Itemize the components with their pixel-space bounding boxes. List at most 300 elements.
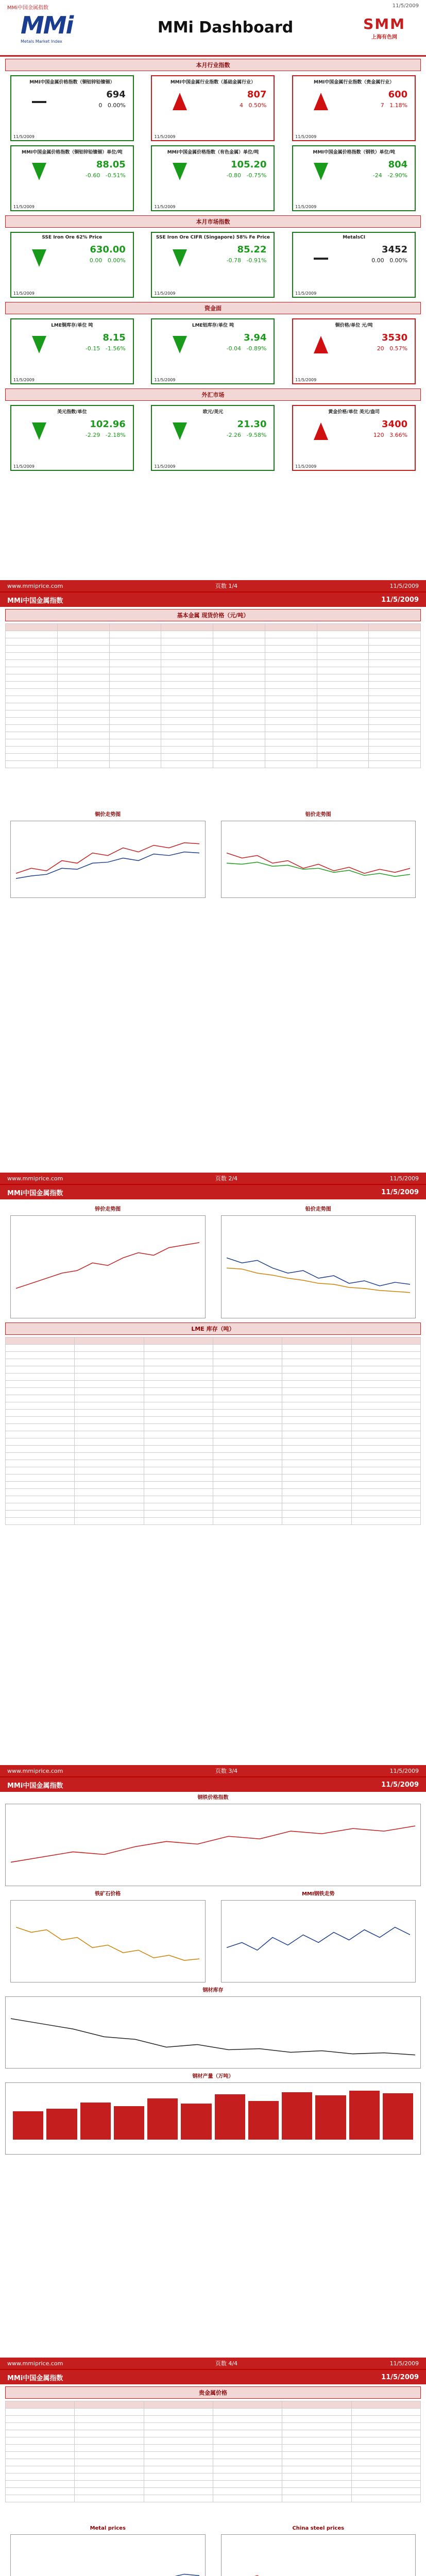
card-title: 黄金价格/单位 美元/盎司 bbox=[328, 410, 380, 415]
table-cell bbox=[282, 1446, 351, 1453]
table-cell bbox=[282, 2409, 351, 2416]
zinc-line bbox=[16, 1227, 199, 1309]
page-2 bbox=[0, 592, 426, 1185]
arrow-down-icon bbox=[173, 249, 187, 267]
table-row bbox=[6, 2409, 421, 2416]
index-card[interactable] bbox=[10, 75, 134, 141]
table-cell bbox=[369, 739, 421, 747]
card-title: 美元指数/单位 bbox=[57, 410, 87, 415]
card-change-abs: -0.60 bbox=[85, 172, 100, 179]
table-cell bbox=[6, 674, 58, 682]
table-cell bbox=[282, 2401, 351, 2409]
table-cell bbox=[213, 2481, 282, 2488]
brand-top: MMi中国金属指数 bbox=[7, 5, 49, 11]
card-date: 11/5/2009 bbox=[295, 464, 317, 469]
card-change-pct: 0.50% bbox=[248, 102, 267, 109]
table-cell bbox=[265, 710, 317, 718]
table-cell bbox=[265, 689, 317, 696]
table-cell bbox=[6, 2473, 75, 2481]
card-change-pct: 0.00% bbox=[107, 257, 126, 264]
card-change bbox=[154, 102, 271, 109]
table-cell bbox=[6, 1359, 75, 1366]
footer-site[interactable]: www.mmiprice.com bbox=[7, 1767, 63, 1774]
table-cell bbox=[161, 696, 213, 703]
table-cell bbox=[6, 1366, 75, 1374]
table-cell bbox=[317, 653, 369, 660]
table-cell bbox=[161, 747, 213, 754]
table-cell bbox=[109, 703, 161, 710]
table-cell bbox=[317, 689, 369, 696]
index-card[interactable] bbox=[10, 232, 134, 298]
table-cell bbox=[213, 1460, 282, 1467]
card-change-pct: -2.90% bbox=[387, 172, 408, 179]
table-cell bbox=[75, 2488, 144, 2495]
table-cell bbox=[317, 747, 369, 754]
card-value: 3530 bbox=[382, 332, 408, 343]
table-row bbox=[6, 696, 421, 703]
arrow-down-icon bbox=[314, 163, 328, 180]
card-change-abs: 20 bbox=[377, 345, 384, 352]
table-cell bbox=[144, 2473, 213, 2481]
table-cell bbox=[57, 624, 109, 631]
table-row bbox=[6, 1337, 421, 1345]
card-change bbox=[154, 172, 271, 179]
table-cell bbox=[351, 1475, 420, 1482]
mmi-steel-chart bbox=[221, 1900, 416, 1982]
metal-prices-lines bbox=[16, 2546, 199, 2576]
table-row bbox=[6, 2423, 421, 2430]
index-card[interactable] bbox=[292, 145, 416, 211]
footer-site[interactable]: www.mmiprice.com bbox=[7, 2360, 63, 2367]
card-value: 804 bbox=[388, 159, 408, 170]
table-cell bbox=[265, 624, 317, 631]
table-cell bbox=[351, 1503, 420, 1511]
card-change-abs: 0.00 bbox=[371, 257, 384, 264]
table-cell bbox=[57, 696, 109, 703]
table-cell bbox=[213, 1475, 282, 1482]
table-cell bbox=[369, 638, 421, 646]
table-row bbox=[6, 1431, 421, 1438]
table-cell bbox=[265, 703, 317, 710]
table-row bbox=[6, 689, 421, 696]
chart-row bbox=[0, 2524, 426, 2576]
table-cell bbox=[57, 732, 109, 739]
table-cell bbox=[317, 638, 369, 646]
table-cell bbox=[144, 1410, 213, 1417]
table-row bbox=[6, 2401, 421, 2409]
header-date: 11/5/2009 bbox=[392, 3, 419, 9]
card-date: 11/5/2009 bbox=[13, 291, 35, 296]
precious-table-area bbox=[0, 2401, 426, 2524]
table-cell bbox=[6, 1345, 75, 1352]
table-cell bbox=[161, 732, 213, 739]
table-cell bbox=[75, 1475, 144, 1482]
table-cell bbox=[213, 1503, 282, 1511]
stock-table bbox=[5, 1337, 421, 1525]
table-cell bbox=[317, 696, 369, 703]
card-change-pct: 0.00% bbox=[107, 102, 126, 109]
page-header-2 bbox=[0, 592, 426, 607]
table-cell bbox=[213, 653, 265, 660]
table-cell bbox=[351, 1482, 420, 1489]
table-cell bbox=[6, 2401, 75, 2409]
table-cell bbox=[213, 682, 265, 689]
arrow-down-icon bbox=[173, 163, 187, 180]
table-cell bbox=[109, 718, 161, 725]
dashboard-title: MMi Dashboard bbox=[157, 19, 294, 37]
production-bar bbox=[215, 2094, 245, 2140]
table-cell bbox=[144, 2409, 213, 2416]
table-row bbox=[6, 1345, 421, 1352]
table-cell bbox=[369, 667, 421, 674]
index-card[interactable] bbox=[292, 405, 416, 471]
table-cell bbox=[75, 1381, 144, 1388]
ore-chart bbox=[10, 1900, 206, 1982]
table-cell bbox=[213, 624, 265, 631]
card-date: 11/5/2009 bbox=[295, 205, 317, 209]
card-title: MMI中国金属价格指数（铜铝锌铅镍锡）单位/吨 bbox=[22, 150, 123, 155]
index-card[interactable] bbox=[292, 232, 416, 298]
table-cell bbox=[6, 1460, 75, 1467]
index-card[interactable] bbox=[292, 318, 416, 384]
page-header-4 bbox=[0, 1777, 426, 1792]
table-cell bbox=[351, 2445, 420, 2452]
card-change-pct: 0.00% bbox=[389, 257, 408, 264]
card-change-abs: 7 bbox=[380, 102, 384, 109]
table-cell bbox=[75, 1489, 144, 1496]
production-bar bbox=[181, 2104, 211, 2140]
table-cell bbox=[57, 667, 109, 674]
table-cell bbox=[351, 1366, 420, 1374]
table-cell bbox=[109, 732, 161, 739]
table-cell bbox=[75, 2423, 144, 2430]
card-title: MMI中国金属价格指数（有色金属）单位/吨 bbox=[167, 150, 259, 155]
table-row bbox=[6, 1402, 421, 1410]
table-cell bbox=[6, 1496, 75, 1503]
index-card[interactable] bbox=[10, 405, 134, 471]
table-cell bbox=[144, 1352, 213, 1359]
page-footer-3 bbox=[0, 1765, 426, 1776]
arrow-down-icon bbox=[32, 336, 46, 353]
table-cell bbox=[213, 754, 265, 761]
card-title: 铜价格/单位 元/吨 bbox=[335, 323, 373, 328]
table-row bbox=[6, 2495, 421, 2502]
index-card[interactable] bbox=[151, 318, 275, 384]
table-cell bbox=[213, 1395, 282, 1402]
table-cell bbox=[213, 2416, 282, 2423]
card-title: MetalsCI bbox=[343, 235, 366, 240]
table-cell bbox=[351, 1337, 420, 1345]
table-cell bbox=[213, 2466, 282, 2473]
table-cell bbox=[144, 2423, 213, 2430]
table-cell bbox=[317, 732, 369, 739]
table-cell bbox=[317, 739, 369, 747]
table-cell bbox=[351, 1424, 420, 1431]
index-card[interactable] bbox=[151, 232, 275, 298]
china-steel-chart bbox=[221, 2534, 416, 2576]
table-cell bbox=[75, 2416, 144, 2423]
page-1 bbox=[0, 0, 426, 592]
table-cell bbox=[6, 2488, 75, 2495]
table-cell bbox=[369, 725, 421, 732]
table-cell bbox=[75, 2481, 144, 2488]
flat-dash-icon bbox=[32, 101, 46, 103]
table-row bbox=[6, 2437, 421, 2445]
table-title: 贵金属价格 bbox=[5, 2386, 421, 2399]
table-title: LME 库存（吨） bbox=[5, 1323, 421, 1335]
card-change-abs: -0.04 bbox=[226, 345, 242, 352]
ore-line bbox=[16, 1912, 199, 1973]
table-cell bbox=[317, 718, 369, 725]
table-cell bbox=[109, 754, 161, 761]
index-card[interactable] bbox=[10, 318, 134, 384]
dashboard-header bbox=[0, 0, 426, 57]
table-row bbox=[6, 1417, 421, 1424]
card-change-abs: 0 bbox=[98, 102, 103, 109]
card-value: 630.00 bbox=[90, 244, 126, 255]
card-value: 807 bbox=[247, 89, 267, 100]
table-cell bbox=[6, 1446, 75, 1453]
lead-chart bbox=[221, 1215, 416, 1318]
table-cell bbox=[75, 1374, 144, 1381]
table-cell bbox=[369, 689, 421, 696]
table-cell bbox=[6, 739, 58, 747]
table-cell bbox=[6, 653, 58, 660]
table-row bbox=[6, 1359, 421, 1366]
table-cell bbox=[265, 682, 317, 689]
card-date: 11/5/2009 bbox=[13, 134, 35, 139]
smm-logo bbox=[363, 15, 405, 40]
section-market: 本月市场指数 bbox=[5, 215, 421, 228]
card-change-pct: -0.89% bbox=[246, 345, 267, 352]
table-cell bbox=[75, 1402, 144, 1410]
table-cell bbox=[213, 761, 265, 768]
table-cell bbox=[369, 747, 421, 754]
table-cell bbox=[75, 2401, 144, 2409]
table-cell bbox=[144, 2488, 213, 2495]
table-cell bbox=[213, 1417, 282, 1424]
table-cell bbox=[265, 739, 317, 747]
table-row bbox=[6, 2481, 421, 2488]
table-cell bbox=[213, 2445, 282, 2452]
page-date: 11/5/2009 bbox=[381, 1781, 419, 1789]
index-card[interactable] bbox=[292, 75, 416, 141]
table-cell bbox=[213, 646, 265, 653]
table-cell bbox=[161, 624, 213, 631]
table-cell bbox=[6, 624, 58, 631]
table-cell bbox=[161, 710, 213, 718]
table-cell bbox=[317, 710, 369, 718]
table-cell bbox=[282, 1482, 351, 1489]
table-cell bbox=[144, 1482, 213, 1489]
footer-site[interactable]: www.mmiprice.com bbox=[7, 582, 63, 589]
table-cell bbox=[109, 696, 161, 703]
table-cell bbox=[351, 1374, 420, 1381]
card-change-abs: -2.29 bbox=[85, 432, 100, 438]
table-cell bbox=[6, 718, 58, 725]
table-cell bbox=[109, 761, 161, 768]
table-cell bbox=[6, 1402, 75, 1410]
card-change-abs: -0.15 bbox=[85, 345, 100, 352]
table-cell bbox=[6, 2452, 75, 2459]
table-row bbox=[6, 1352, 421, 1359]
page-brand: MMi中国金属指数 bbox=[7, 597, 63, 605]
table-cell bbox=[213, 732, 265, 739]
table-cell bbox=[144, 1446, 213, 1453]
table-cell bbox=[351, 2401, 420, 2409]
table-cell bbox=[144, 1431, 213, 1438]
table-cell bbox=[75, 2409, 144, 2416]
footer-date: 11/5/2009 bbox=[389, 1175, 419, 1182]
index-card[interactable] bbox=[10, 145, 134, 211]
footer-date: 11/5/2009 bbox=[389, 582, 419, 589]
table-row bbox=[6, 1446, 421, 1453]
table-cell bbox=[6, 1511, 75, 1518]
table-cell bbox=[282, 1402, 351, 1410]
production-bar bbox=[46, 2109, 77, 2140]
table-cell bbox=[57, 646, 109, 653]
table-cell bbox=[109, 710, 161, 718]
table-cell bbox=[57, 718, 109, 725]
table-row bbox=[6, 1410, 421, 1417]
table-row bbox=[6, 1475, 421, 1482]
table-cell bbox=[213, 1402, 282, 1410]
table-cell bbox=[351, 1489, 420, 1496]
table-cell bbox=[351, 1496, 420, 1503]
table-cell bbox=[213, 1453, 282, 1460]
table-cell bbox=[265, 638, 317, 646]
table-cell bbox=[369, 653, 421, 660]
card-value: 694 bbox=[106, 89, 126, 100]
production-bar bbox=[349, 2091, 380, 2140]
mmi-logo bbox=[21, 7, 88, 48]
table-cell bbox=[213, 1467, 282, 1475]
table-row bbox=[6, 732, 421, 739]
index-card[interactable] bbox=[151, 75, 275, 141]
table-row bbox=[6, 2459, 421, 2466]
index-card[interactable] bbox=[151, 405, 275, 471]
card-value: 3452 bbox=[382, 244, 408, 255]
table-cell bbox=[109, 689, 161, 696]
table-title: 基本金属 现货价格（元/吨） bbox=[5, 609, 421, 621]
table-row bbox=[6, 703, 421, 710]
table-cell bbox=[161, 667, 213, 674]
card-change-pct: -0.51% bbox=[105, 172, 126, 179]
table-cell bbox=[213, 2409, 282, 2416]
table-cell bbox=[144, 1460, 213, 1467]
card-date: 11/5/2009 bbox=[295, 291, 317, 296]
table-row bbox=[6, 2488, 421, 2495]
table-cell bbox=[75, 2430, 144, 2437]
table-cell bbox=[317, 624, 369, 631]
table-cell bbox=[6, 667, 58, 674]
table-cell bbox=[213, 660, 265, 667]
chart-title-mmi-steel: MMI钢铁走势 bbox=[301, 1891, 335, 1897]
card-change bbox=[295, 432, 413, 438]
table-cell bbox=[317, 703, 369, 710]
table-cell bbox=[109, 624, 161, 631]
table-cell bbox=[75, 1467, 144, 1475]
table-cell bbox=[6, 1482, 75, 1489]
table-cell bbox=[57, 653, 109, 660]
card-change-abs: -2.26 bbox=[226, 432, 242, 438]
table-cell bbox=[75, 2437, 144, 2445]
table-cell bbox=[282, 2473, 351, 2481]
table-cell bbox=[161, 718, 213, 725]
table-row bbox=[6, 653, 421, 660]
table-cell bbox=[144, 1489, 213, 1496]
table-cell bbox=[213, 1359, 282, 1366]
section-industry: 本月行业指数 bbox=[5, 59, 421, 71]
table-cell bbox=[144, 2445, 213, 2452]
table-cell bbox=[351, 1467, 420, 1475]
table-cell bbox=[265, 646, 317, 653]
card-title: LME铝库存/单位 吨 bbox=[192, 323, 234, 328]
table-cell bbox=[144, 2416, 213, 2423]
table-row bbox=[6, 2445, 421, 2452]
table-cell bbox=[6, 2445, 75, 2452]
copper-line bbox=[16, 833, 199, 889]
card-change-pct: -1.56% bbox=[105, 345, 126, 352]
table-cell bbox=[282, 1460, 351, 1467]
table-row bbox=[6, 739, 421, 747]
table-cell bbox=[265, 631, 317, 638]
table-cell bbox=[57, 703, 109, 710]
table-cell bbox=[75, 1424, 144, 1431]
page-footer-4 bbox=[0, 2358, 426, 2369]
arrow-down-icon bbox=[173, 336, 187, 353]
table-row bbox=[6, 1518, 421, 1525]
card-change-abs: -0.80 bbox=[226, 172, 242, 179]
card-change bbox=[13, 432, 131, 438]
table-cell bbox=[369, 674, 421, 682]
table-cell bbox=[75, 1503, 144, 1511]
table-cell bbox=[6, 2409, 75, 2416]
table-cell bbox=[265, 718, 317, 725]
footer-site[interactable]: www.mmiprice.com bbox=[7, 1175, 63, 1182]
table-cell bbox=[57, 747, 109, 754]
table-cell bbox=[75, 1395, 144, 1402]
table-row bbox=[6, 1381, 421, 1388]
table-cell bbox=[282, 2466, 351, 2473]
table-row bbox=[6, 1438, 421, 1446]
table-cell bbox=[351, 2495, 420, 2502]
card-value: 102.96 bbox=[90, 419, 126, 430]
chart-title-china-steel: China steel prices bbox=[292, 2526, 345, 2531]
table-cell bbox=[369, 660, 421, 667]
table-cell bbox=[351, 2473, 420, 2481]
table-cell bbox=[282, 1467, 351, 1475]
arrow-up-icon bbox=[173, 93, 187, 110]
table-cell bbox=[282, 1345, 351, 1352]
production-bar bbox=[248, 2101, 279, 2140]
table-cell bbox=[282, 1352, 351, 1359]
table-cell bbox=[282, 1453, 351, 1460]
page-footer-1 bbox=[0, 580, 426, 591]
table-cell bbox=[351, 2416, 420, 2423]
table-cell bbox=[6, 2416, 75, 2423]
index-card[interactable] bbox=[151, 145, 275, 211]
card-title: SSE Iron Ore 62% Price bbox=[42, 235, 103, 240]
zinc-chart bbox=[10, 1215, 206, 1318]
table-cell bbox=[282, 1366, 351, 1374]
page-4 bbox=[0, 1777, 426, 2370]
card-value: 3400 bbox=[382, 419, 408, 430]
table-cell bbox=[282, 1388, 351, 1395]
card-row-2 bbox=[0, 143, 426, 213]
chart-title-lead: 铅价走势图 bbox=[305, 1207, 331, 1212]
table-cell bbox=[282, 2495, 351, 2502]
